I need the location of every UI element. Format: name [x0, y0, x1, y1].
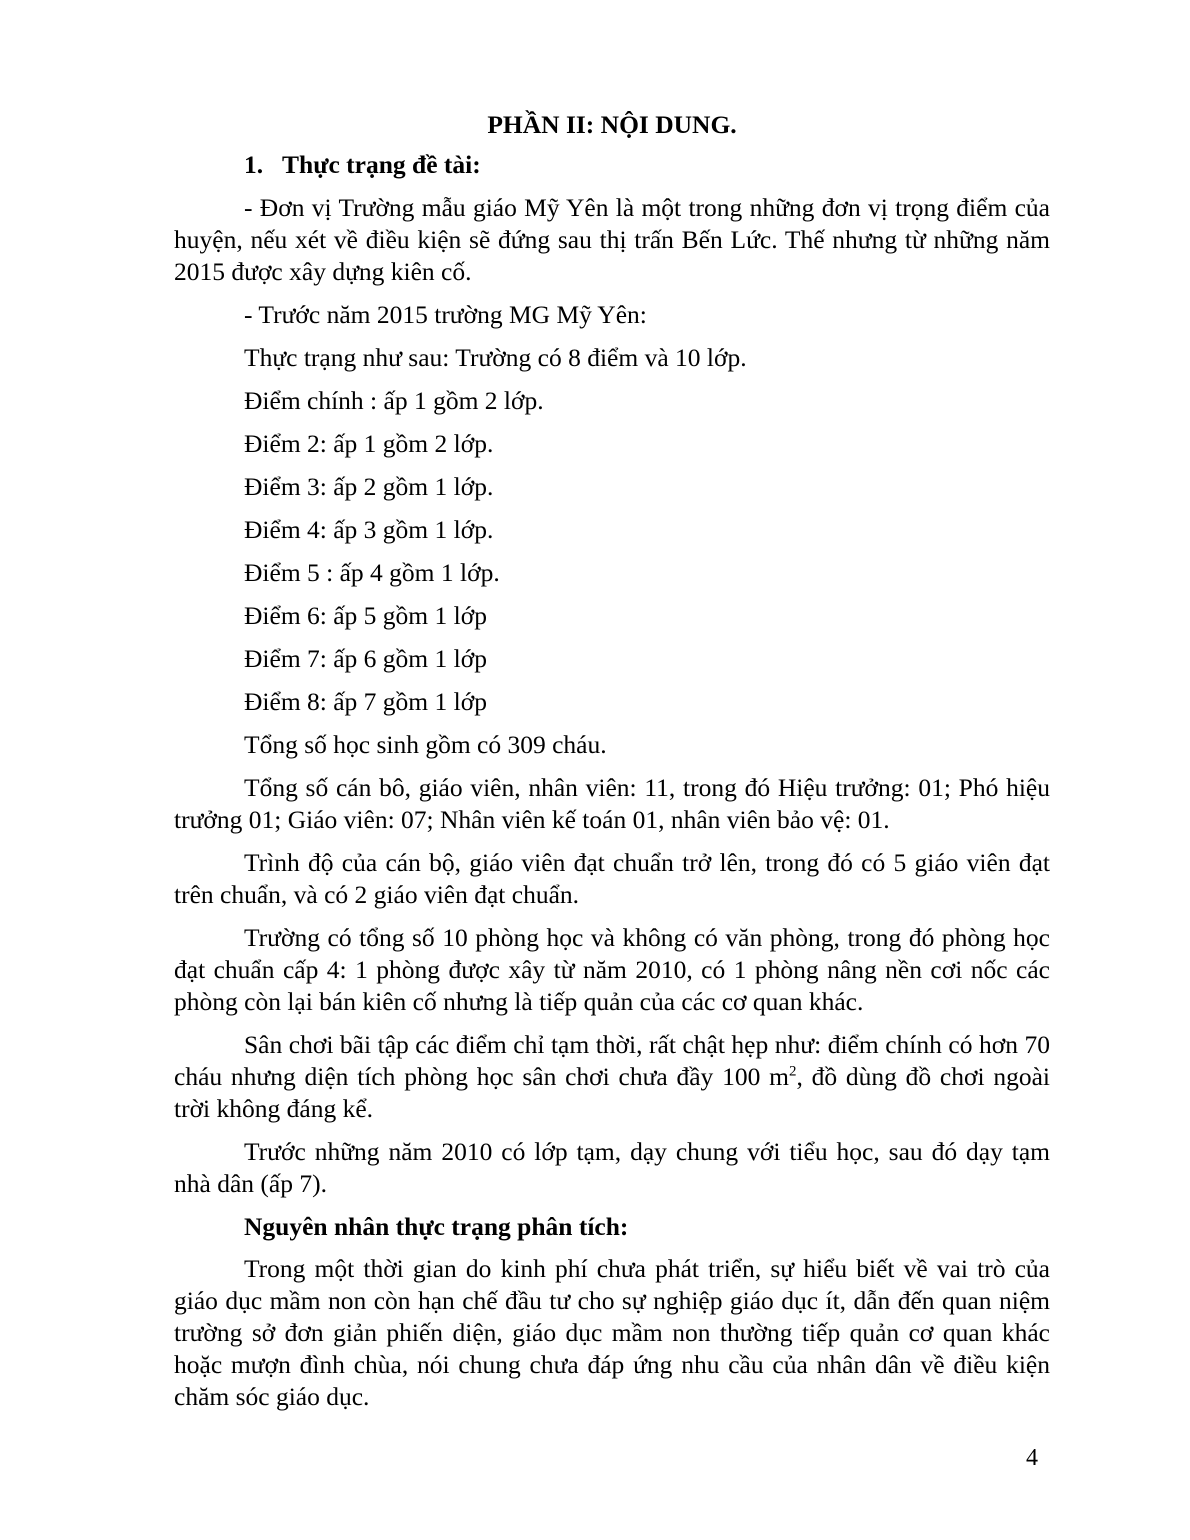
- list-item: Điểm 4: ấp 3 gồm 1 lớp.: [244, 515, 494, 544]
- paragraph-classrooms: Trường có tổng số 10 phòng học và không có văn phòng, trong đó phòng học đạt chuẩn cấp 4: 1 phòng được xây từ năm 2010, có 1 phòng nâng nền cơi nốc các phòng còn lại bán kiên cố nhưng là tiếp quản của các cơ quan khác.: [174, 923, 1050, 1016]
- list-item: Điểm 7: ấp 6 gồm 1 lớp: [244, 644, 487, 673]
- paragraph-status: Thực trạng như sau: Trường có 8 điểm và 10 lớp.: [244, 343, 747, 372]
- paragraph-temporary-classes: Trước những năm 2010 có lớp tạm, dạy chung với tiểu học, sau đó dạy tạm nhà dân (ấp 7).: [174, 1137, 1050, 1198]
- paragraph-qualification: Trình độ của cán bộ, giáo viên đạt chuẩn trở lên, trong đó có 5 giáo viên đạt trên chuẩn, và có 2 giáo viên đạt chuẩn.: [174, 848, 1050, 909]
- page-number: 4: [1026, 1445, 1038, 1471]
- paragraph-intro: - Đơn vị Trường mẫu giáo Mỹ Yên là một trong những đơn vị trọng điểm của huyện, nếu xét về điều kiện sẽ đứng sau thị trấn Bến Lức. Thế nhưng từ những năm 2015 được xây dựng kiên cố.: [174, 193, 1050, 286]
- list-item: Điểm 5 : ấp 4 gồm 1 lớp.: [244, 558, 500, 587]
- list-item: Điểm 8: ấp 7 gồm 1 lớp: [244, 687, 487, 716]
- playground-text-after: , đồ dùng đồ chơi ngoài trời không đáng kể.: [174, 1062, 1051, 1123]
- section-heading: [244, 148, 1050, 182]
- paragraph-students: Tổng số học sinh gồm có 309 cháu.: [244, 730, 607, 759]
- list-item: Điểm 2: ấp 1 gồm 2 lớp.: [244, 429, 494, 458]
- paragraph-playground: [174, 1029, 1050, 1125]
- list-item: Điểm chính : ấp 1 gồm 2 lớp.: [244, 386, 544, 415]
- section-title: Thực trạng đề tài:: [282, 150, 481, 179]
- paragraph-before-2015: - Trước năm 2015 trường MG Mỹ Yên:: [244, 300, 647, 329]
- subheading-causes: Nguyên nhân thực trạng phân tích:: [244, 1212, 629, 1241]
- playground-text-before: Sân chơi bãi tập các điểm chỉ tạm thời, rất chật hẹp như: điểm chính có hơn 70 cháu nhưng diện tích phòng học sân chơi chưa đầy 100 m: [174, 1030, 1050, 1091]
- part-title: PHẦN II: NỘI DUNG.: [487, 110, 737, 139]
- list-item: Điểm 3: ấp 2 gồm 1 lớp.: [244, 472, 494, 501]
- section-number: 1.: [244, 150, 264, 179]
- list-item: Điểm 6: ấp 5 gồm 1 lớp: [244, 601, 487, 630]
- paragraph-causes: Trong một thời gian do kinh phí chưa phát triển, sự hiểu biết về vai trò của giáo dục mầm non còn hạn chế đầu tư cho sự nghiệp giáo dục ít, dẫn đến quan niệm trường sở đơn giản phiến diện, giáo dục mầm non thường tiếp quản cơ quan khác hoặc mượn đình chùa, nói chung chưa đáp ứng nhu cầu của nhân dân về điều kiện chăm sóc giáo dục.: [174, 1254, 1050, 1411]
- superscript-2: 2: [788, 1063, 797, 1080]
- points-list: [174, 385, 1050, 718]
- document-page: [174, 108, 1050, 1424]
- paragraph-staff: Tổng số cán bô, giáo viên, nhân viên: 11, trong đó Hiệu trưởng: 01; Phó hiệu trưởng 01; Giáo viên: 07; Nhân viên kế toán 01, nhân viên bảo vệ: 01.: [174, 773, 1050, 834]
